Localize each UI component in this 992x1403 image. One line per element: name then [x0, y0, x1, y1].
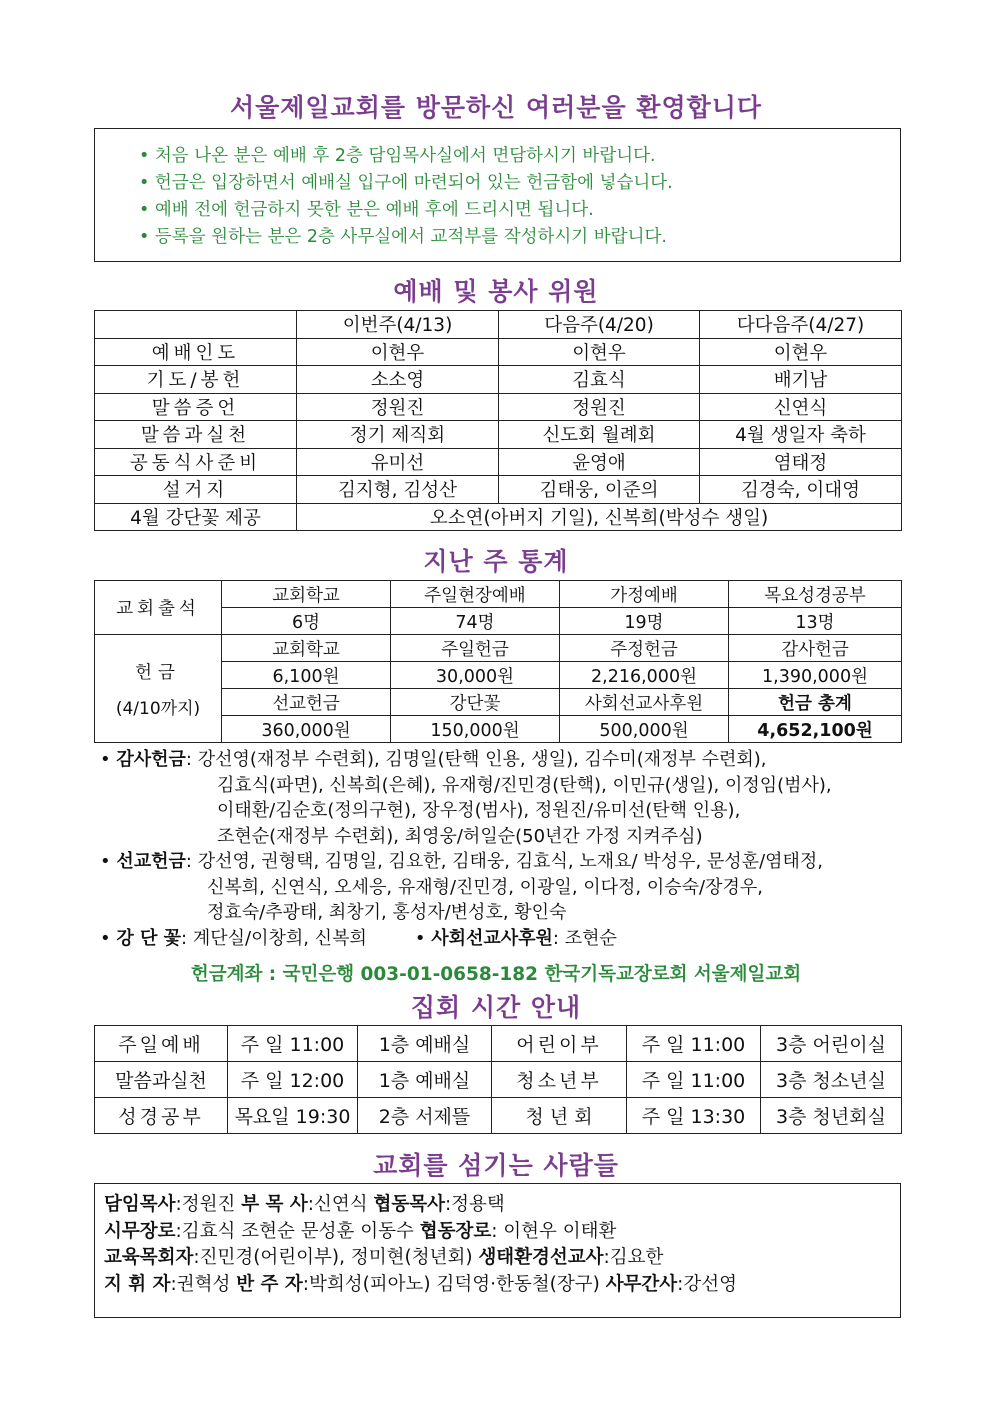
table-row — [95, 393, 902, 421]
attendance-header: 가정예배 — [560, 581, 729, 608]
mission-line: • 선교헌금: 강선영, 권형택, 김명일, 김요한, 김태웅, 김효식, 노재요/ 박성우, 문성훈/염태정, — [100, 851, 824, 872]
duty-cell: 유미선 — [297, 448, 499, 476]
duty-header-cell: 다음주(4/20) — [499, 311, 700, 339]
offering-value: 1,390,000원 — [729, 662, 902, 689]
meeting-time: 주 일 12:00 — [228, 1062, 358, 1098]
table-row — [95, 421, 902, 449]
welcome-list — [139, 143, 900, 251]
table-row — [95, 503, 902, 531]
offering-value: 6,100원 — [222, 662, 391, 689]
duty-cell: 김지형, 김성산 — [297, 476, 499, 504]
duty-role: 설거지 — [95, 476, 297, 504]
staff-person: :정용택 — [444, 1194, 505, 1215]
duty-role: 기도/봉헌 — [95, 366, 297, 394]
offering-header: 사회선교사후원 — [560, 689, 729, 716]
duty-cell: 신연식 — [700, 393, 902, 421]
meeting-place: 1층 예배실 — [358, 1026, 492, 1062]
flower-note: • 강 단 꽃: 계단실/이창희, 신복희 • 사회선교사후원: 조현순 — [100, 927, 617, 949]
offering-total-label: 헌금 총계 — [729, 689, 902, 716]
meeting-place: 3층 청소년실 — [761, 1062, 902, 1098]
social-label: 사회선교사후원 — [431, 927, 553, 949]
welcome-box — [94, 128, 901, 262]
flower-label: 4월 강단꽃 제공 — [95, 503, 297, 531]
offering-header: 주일헌금 — [391, 635, 560, 662]
duty-cell: 이현우 — [297, 338, 499, 366]
attendance-header: 주일현장예배 — [391, 581, 560, 608]
offering-value: 360,000원 — [222, 716, 391, 743]
attendance-value: 13명 — [729, 608, 902, 635]
meetings-title: 집회 시간 안내 — [410, 993, 582, 1022]
thanks-line: 이태환/김순호(정의구현), 장우정(범사), 정원진/유미선(탄핵 인용), — [217, 800, 741, 821]
flower-value: 오소연(아버지 기일), 신복희(박성수 생일) — [297, 503, 902, 531]
meeting-name: 말씀과실천 — [95, 1062, 228, 1098]
offering-header: 강단꽃 — [391, 689, 560, 716]
attendance-header: 목요성경공부 — [729, 581, 902, 608]
duty-role: 공동식사준비 — [95, 448, 297, 476]
offering-label-cell — [95, 635, 222, 743]
duty-table — [94, 310, 902, 531]
staff-list — [104, 1192, 737, 1298]
meeting-name: 청소년부 — [492, 1062, 627, 1098]
attendance-value: 74명 — [391, 608, 560, 635]
thanks-line: 김효식(파면), 신복희(은혜), 유재형/진민경(탄핵), 이민규(생일), 이정임(범사), — [217, 774, 832, 796]
meeting-name: 성경공부 — [95, 1098, 228, 1134]
mission-text: 강선영, 권형택, 김명일, 김요한, 김태웅, 김효식, 노재요/ 박성우, 문성훈/염태정, — [197, 851, 824, 872]
offering-value: 30,000원 — [391, 662, 560, 689]
mission-line: 신복희, 신연식, 오세응, 유재형/진민경, 이광일, 이다정, 이승숙/장경우, — [207, 876, 763, 898]
meeting-time: 주 일 13:30 — [627, 1098, 761, 1134]
duty-cell: 이현우 — [700, 338, 902, 366]
meeting-place: 1층 예배실 — [358, 1062, 492, 1098]
thanks-line: • 감사헌금: 강선영(재정부 수련회), 김명일(탄핵 인용, 생일), 김수미(재정부 수련회), — [100, 749, 767, 770]
table-row — [95, 1062, 902, 1098]
duty-cell: 김태웅, 이준의 — [499, 476, 700, 504]
duty-cell: 정기 제직회 — [297, 421, 499, 449]
duty-header-cell: 다다음주(4/27) — [700, 311, 902, 339]
staff-person: :정원진 — [175, 1194, 242, 1215]
staff-line — [104, 1245, 737, 1272]
staff-role: 사무간사 — [605, 1273, 678, 1295]
staff-role: 협동목사 — [373, 1194, 445, 1215]
table-row — [95, 581, 902, 608]
duty-cell: 윤영애 — [499, 448, 700, 476]
offering-header: 교회학교 — [222, 635, 391, 662]
staff-role: 담임목사 — [104, 1194, 176, 1215]
table-row — [95, 635, 902, 662]
duty-cell: 신도회 월례회 — [499, 421, 700, 449]
duty-title: 예배 및 봉사 위원 — [393, 277, 599, 306]
offering-value: 500,000원 — [560, 716, 729, 743]
flower-note-label: 강 단 꽃 — [116, 927, 182, 949]
meeting-name: 주일예배 — [95, 1026, 228, 1062]
staff-person: : 이현우 이태환 — [491, 1220, 617, 1242]
duty-cell: 김효식 — [499, 366, 700, 394]
meeting-place: 3층 청년회실 — [761, 1098, 902, 1134]
thanks-label: 감사헌금 — [116, 749, 186, 770]
duty-header-cell — [95, 311, 297, 339]
staff-person: :권혁성 — [170, 1273, 237, 1295]
flower-note-text: 계단실/이창희, 신복희 — [192, 927, 367, 949]
attendance-header: 교회학교 — [222, 581, 391, 608]
table-row — [95, 448, 902, 476]
table-row — [95, 311, 902, 339]
offering-label: 헌금 — [135, 662, 181, 683]
duty-cell: 소소영 — [297, 366, 499, 394]
offering-period: (4/10까지) — [115, 698, 201, 719]
offering-header: 감사헌금 — [729, 635, 902, 662]
duty-cell: 정원진 — [297, 393, 499, 421]
staff-line — [104, 1192, 737, 1219]
welcome-title: 서울제일교회를 방문하신 여러분을 환영합니다 — [229, 93, 763, 122]
staff-person: :강선영 — [677, 1273, 738, 1295]
table-row — [95, 476, 902, 504]
mission-line: 정효숙/추광태, 최창기, 홍성자/변성호, 황인숙 — [207, 902, 567, 923]
table-row — [95, 1098, 902, 1134]
meeting-time: 주 일 11:00 — [228, 1026, 358, 1062]
staff-line — [104, 1219, 737, 1246]
welcome-item: • 예배 전에 헌금하지 못한 분은 예배 후에 드리시면 됩니다. — [139, 197, 900, 224]
duty-role: 말씀증언 — [95, 393, 297, 421]
staff-role: 지 휘 자 — [104, 1273, 171, 1295]
staff-role: 생태환경선교사 — [478, 1247, 604, 1268]
table-row — [95, 1026, 902, 1062]
meeting-place: 2층 서제뜰 — [358, 1098, 492, 1134]
duty-role: 말씀과실천 — [95, 421, 297, 449]
offering-total-value: 4,652,100원 — [729, 716, 902, 743]
meeting-time: 주 일 11:00 — [627, 1062, 761, 1098]
social-text: 조현순 — [564, 927, 617, 949]
duty-role: 예배인도 — [95, 338, 297, 366]
meeting-time: 목요일 19:30 — [228, 1098, 358, 1134]
staff-person: :김효식 조현순 문성훈 이동수 — [175, 1220, 420, 1242]
duty-cell: 배기남 — [700, 366, 902, 394]
staff-title: 교회를 섬기는 사람들 — [373, 1151, 619, 1180]
offering-value: 2,216,000원 — [560, 662, 729, 689]
offering-notes — [100, 747, 920, 951]
welcome-item: • 등록을 원하는 분은 2층 사무실에서 교적부를 작성하시기 바랍니다. — [139, 224, 900, 251]
duty-cell: 4월 생일자 축하 — [700, 421, 902, 449]
account-info: 헌금계좌 : 국민은행 003-01-0658-182 한국기독교장로회 서울제일교회 — [190, 964, 802, 985]
duty-cell: 염태정 — [700, 448, 902, 476]
thanks-line: 조현순(재정부 수련회), 최영웅/허일순(50년간 가정 지켜주심) — [217, 825, 703, 847]
attendance-value: 6명 — [222, 608, 391, 635]
welcome-item: • 처음 나온 분은 예배 후 2층 담임목사실에서 면담하시기 바랍니다. — [139, 143, 900, 170]
welcome-item: • 헌금은 입장하면서 예배실 입구에 마련되어 있는 헌금함에 넣습니다. — [139, 170, 900, 197]
meeting-name: 어린이부 — [492, 1026, 627, 1062]
table-row — [95, 366, 902, 394]
duty-cell: 김경숙, 이대영 — [700, 476, 902, 504]
meeting-place: 3층 어린이실 — [761, 1026, 902, 1062]
mission-label: 선교헌금 — [116, 851, 186, 872]
duty-header-cell: 이번주(4/13) — [297, 311, 499, 339]
staff-role: 부 목 사 — [241, 1194, 308, 1215]
stats-table — [94, 580, 902, 743]
duty-cell: 이현우 — [499, 338, 700, 366]
meeting-time: 주 일 11:00 — [627, 1026, 761, 1062]
table-row — [95, 338, 902, 366]
attendance-value: 19명 — [560, 608, 729, 635]
staff-role: 교육목회자 — [104, 1247, 194, 1268]
staff-person: :박희성(피아노) 김덕영·한동철(장구) — [302, 1273, 606, 1295]
attendance-label: 교회출석 — [95, 581, 222, 635]
meetings-table — [94, 1025, 902, 1134]
staff-person: :진민경(어린이부), 정미현(청년회) — [193, 1247, 479, 1268]
offering-value: 150,000원 — [391, 716, 560, 743]
duty-cell: 정원진 — [499, 393, 700, 421]
staff-person: :신연식 — [307, 1194, 374, 1215]
offering-header: 주정헌금 — [560, 635, 729, 662]
staff-person: :김요한 — [603, 1247, 664, 1268]
meeting-name: 청 년 회 — [492, 1098, 627, 1134]
staff-role: 협동장로 — [419, 1220, 492, 1242]
staff-line — [104, 1272, 737, 1299]
staff-role: 반 주 자 — [236, 1273, 303, 1295]
thanks-text: 강선영(재정부 수련회), 김명일(탄핵 인용, 생일), 김수미(재정부 수련회), — [197, 749, 767, 770]
offering-header: 선교헌금 — [222, 689, 391, 716]
stats-title: 지난 주 통계 — [423, 547, 569, 576]
staff-role: 시무장로 — [104, 1220, 176, 1242]
